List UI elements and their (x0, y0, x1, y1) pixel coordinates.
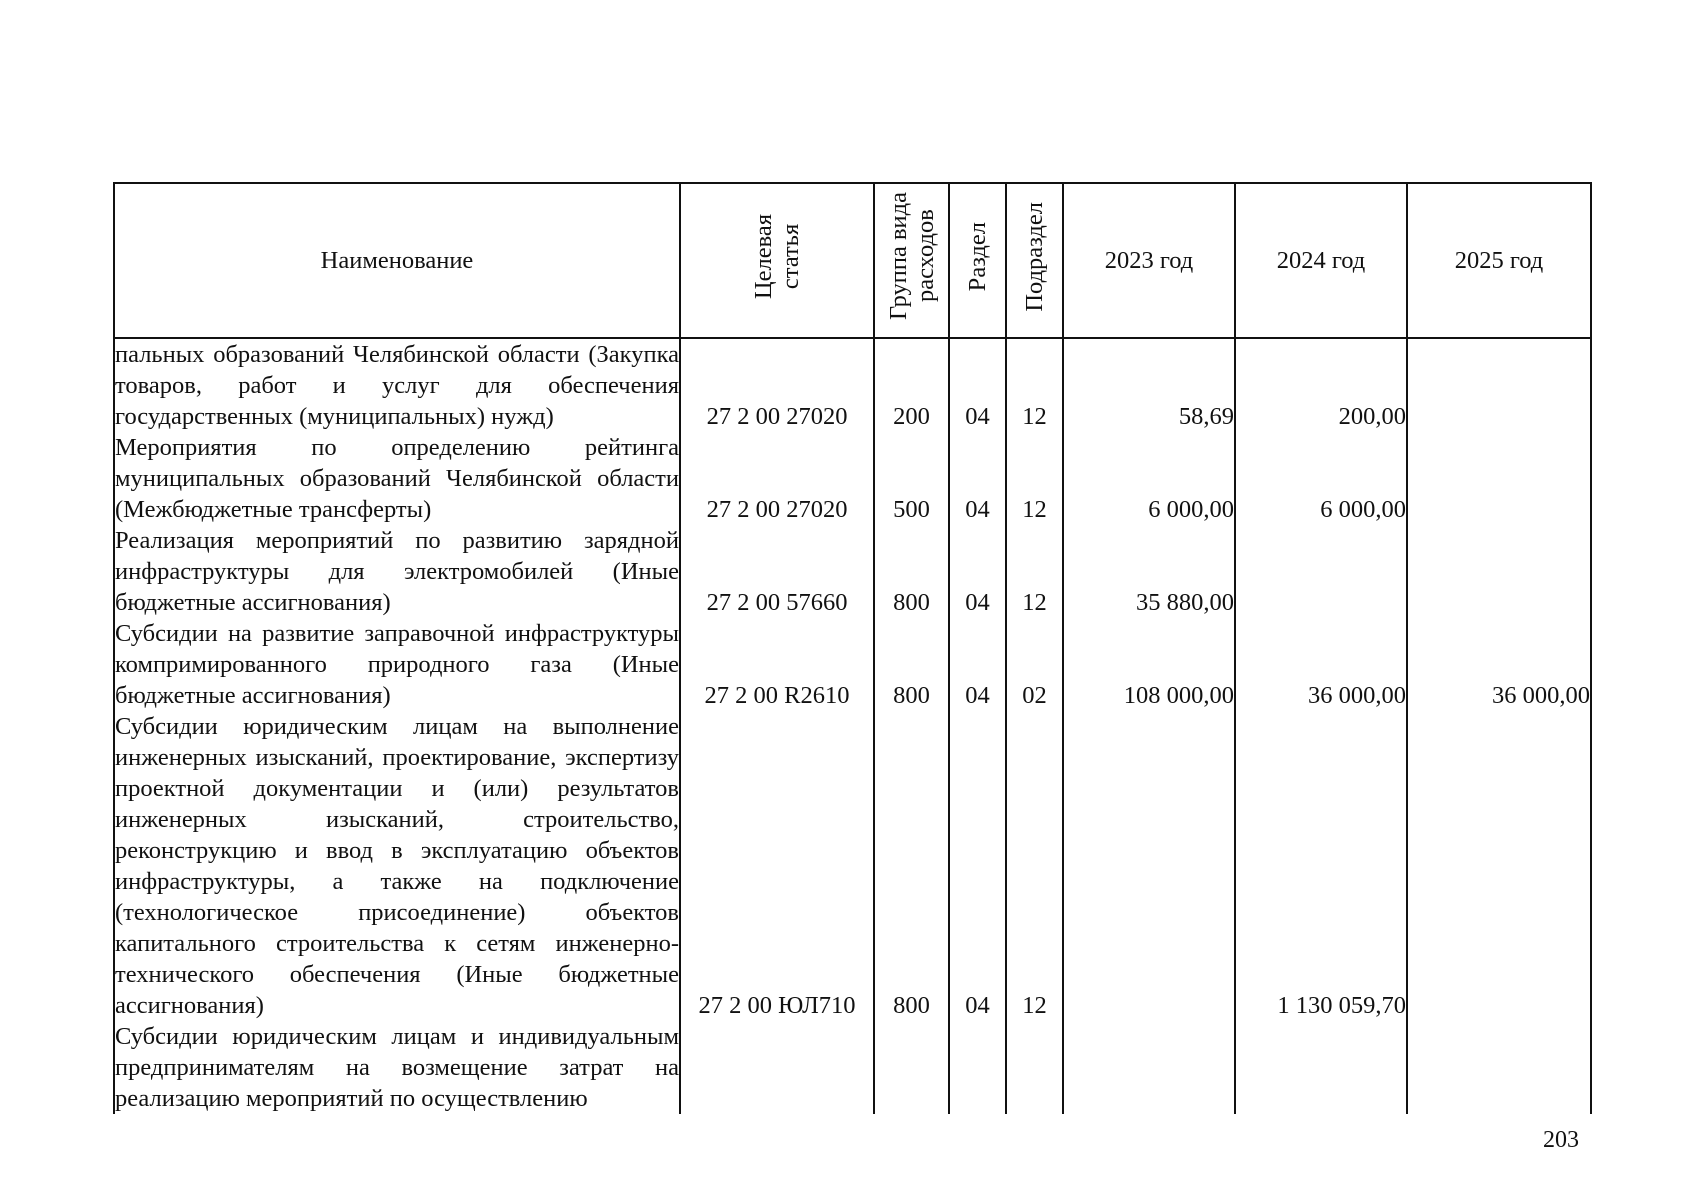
row-target-article: 27 2 00 57660 (680, 525, 874, 618)
row-subsection: 12 (1006, 525, 1063, 618)
row-expense-group: 500 (874, 432, 949, 525)
table-row (114, 1021, 1591, 1114)
table-row (114, 618, 1591, 711)
header-section: Раздел (949, 183, 1006, 338)
row-2025 (1407, 1021, 1591, 1114)
row-2024: 1 130 059,70 (1235, 711, 1407, 1021)
row-expense-group: 800 (874, 618, 949, 711)
table-row (114, 525, 1591, 618)
row-2024: 6 000,00 (1235, 432, 1407, 525)
header-subsection: Подраздел (1006, 183, 1063, 338)
row-expense-group: 800 (874, 525, 949, 618)
row-2023: 108 000,00 (1063, 618, 1235, 711)
row-target-article: 27 2 00 ЮЛ710 (680, 711, 874, 1021)
header-target-article: Целевая статья (680, 183, 874, 338)
row-2024: 200,00 (1235, 338, 1407, 432)
row-expense-group: 800 (874, 711, 949, 1021)
row-2023 (1063, 711, 1235, 1021)
row-2025: 36 000,00 (1407, 618, 1591, 711)
row-2024: 36 000,00 (1235, 618, 1407, 711)
row-target-article (680, 1021, 874, 1114)
budget-table (113, 182, 1592, 1114)
table-row (114, 432, 1591, 525)
row-target-article: 27 2 00 27020 (680, 338, 874, 432)
row-target-article: 27 2 00 27020 (680, 432, 874, 525)
header-2023: 2023 год (1063, 183, 1235, 338)
row-2025 (1407, 338, 1591, 432)
header-2025: 2025 год (1407, 183, 1591, 338)
row-name: Субсидии юридическим лицам на выполнение инженерных изысканий, проектирование, экспертизу проектной документации и (или) результатов инженерных изысканий, строительство, реконструкцию и ввод в эксплуатацию объектов инфраструктуры, а также на подключение (технологическое присоединение) объектов капитального строительства к сетям инженерно-технического обеспечения (Иные бюджетные ассигнования) (115, 713, 679, 1019)
row-section: 04 (949, 618, 1006, 711)
row-2025 (1407, 525, 1591, 618)
row-2025 (1407, 711, 1591, 1021)
row-target-article: 27 2 00 R2610 (680, 618, 874, 711)
row-section: 04 (949, 711, 1006, 1021)
row-section: 04 (949, 525, 1006, 618)
row-subsection: 12 (1006, 432, 1063, 525)
header-expense-group: Группа вида расходов (874, 183, 949, 338)
row-name: Субсидии юридическим лицам и индивидуальным предпринимателям на возмещение затрат на реализацию мероприятий по осуществлению (115, 1023, 679, 1112)
row-2025 (1407, 432, 1591, 525)
row-2023: 58,69 (1063, 338, 1235, 432)
row-expense-group: 200 (874, 338, 949, 432)
header-name: Наименование (114, 183, 680, 338)
row-subsection (1006, 1021, 1063, 1114)
table-header-row (114, 183, 1591, 338)
row-expense-group (874, 1021, 949, 1114)
row-section (949, 1021, 1006, 1114)
row-2024 (1235, 1021, 1407, 1114)
header-2024: 2024 год (1235, 183, 1407, 338)
row-subsection: 12 (1006, 338, 1063, 432)
page-number: 203 (1543, 1127, 1579, 1153)
row-2023: 35 880,00 (1063, 525, 1235, 618)
row-name: Реализация мероприятий по развитию зарядной инфраструктуры для электромобилей (Иные бюджетные ассигнования) (115, 527, 679, 616)
row-2023 (1063, 1021, 1235, 1114)
row-name: пальных образований Челябинской области (Закупка товаров, работ и услуг для обеспечения государственных (муниципальных) нужд) (114, 338, 680, 432)
row-section: 04 (949, 432, 1006, 525)
row-name: Мероприятия по определению рейтинга муниципальных образований Челябинской области (Межбюджетные трансферты) (115, 434, 679, 523)
row-2023: 6 000,00 (1063, 432, 1235, 525)
row-subsection: 02 (1006, 618, 1063, 711)
row-section: 04 (949, 338, 1006, 432)
row-name: Субсидии на развитие заправочной инфраструктуры компримированного природного газа (Иные бюджетные ассигнования) (115, 620, 679, 709)
row-subsection: 12 (1006, 711, 1063, 1021)
table-row (114, 338, 1591, 432)
table-row (114, 711, 1591, 1021)
row-2024 (1235, 525, 1407, 618)
